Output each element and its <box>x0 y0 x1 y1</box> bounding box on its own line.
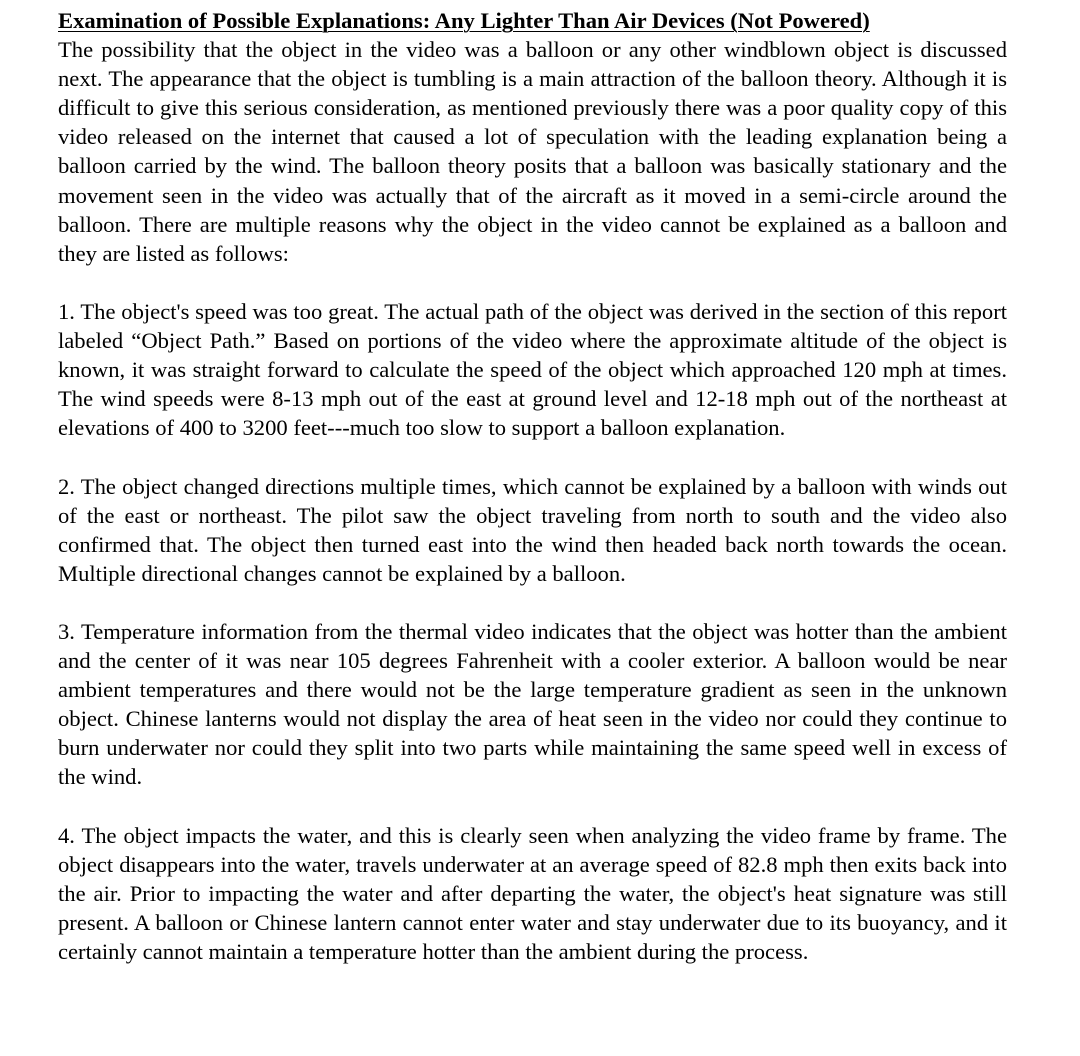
reason-3-paragraph: 3. Temperature information from the thermal video indicates that the object was hotter than the ambient and the center of it was near 105 degrees Fahrenheit with a cooler exterior. A balloon would be near ambient temperatures and there would not be the large temperature gradient as seen in the unknown object. Chinese lanterns would not display the area of heat seen in the video nor could they continue to burn underwater nor could they split into two parts while maintaining the same speed well in excess of the wind. <box>58 618 1007 790</box>
reason-4-paragraph: 4. The object impacts the water, and this is clearly seen when analyzing the video frame by frame. The object disappears into the water, travels underwater at an average speed of 82.8 mph then exits back into the air. Prior to impacting the water and after departing the water, the object's heat signature was still present. A balloon or Chinese lantern cannot enter water and stay underwater due to its buoyancy, and it certainly cannot maintain a temperature hotter than the ambient during the process. <box>58 822 1007 964</box>
reason-1-paragraph: 1. The object's speed was too great. The actual path of the object was derived in the section of this report labeled “Object Path.” Based on portions of the video where the approximate altitude of the object is known, it was straight forward to calculate the speed of the object which approached 120 mph at times. The wind speeds were 8-13 mph out of the east at ground level and 12-18 mph out of the northeast at elevations of 400 to 3200 feet---much too slow to support a balloon explanation. <box>58 298 1007 441</box>
paragraph-gap <box>58 588 1007 617</box>
paragraph-gap <box>58 268 1007 297</box>
paragraph-gap <box>58 442 1007 471</box>
paragraph-gap <box>58 792 1007 821</box>
reason-2-paragraph: 2. The object changed directions multiple times, which cannot be explained by a balloon with winds out of the east or northeast. The pilot saw the object traveling from north to south and the video also confirmed that. The object then turned east into the wind then headed back north towards the ocean. Multiple directional changes cannot be explained by a balloon. <box>58 473 1007 586</box>
section-heading: Examination of Possible Explanations: Any Lighter Than Air Devices (Not Powered) <box>58 8 870 33</box>
intro-paragraph: The possibility that the object in the video was a balloon or any other windblown object is discussed next. The appearance that the object is tumbling is a main attraction of the balloon theory. Although it is difficult to give this serious consideration, as mentioned previously there was a poor quality copy of this video released on the internet that caused a lot of speculation with the leading explanation being a balloon carried by the wind. The balloon theory posits that a balloon was basically stationary and the movement seen in the video was actually that of the aircraft as it moved in a semi-circle around the balloon. There are multiple reasons why the object in the video cannot be explained as a balloon and they are listed as follows: <box>58 37 1007 266</box>
